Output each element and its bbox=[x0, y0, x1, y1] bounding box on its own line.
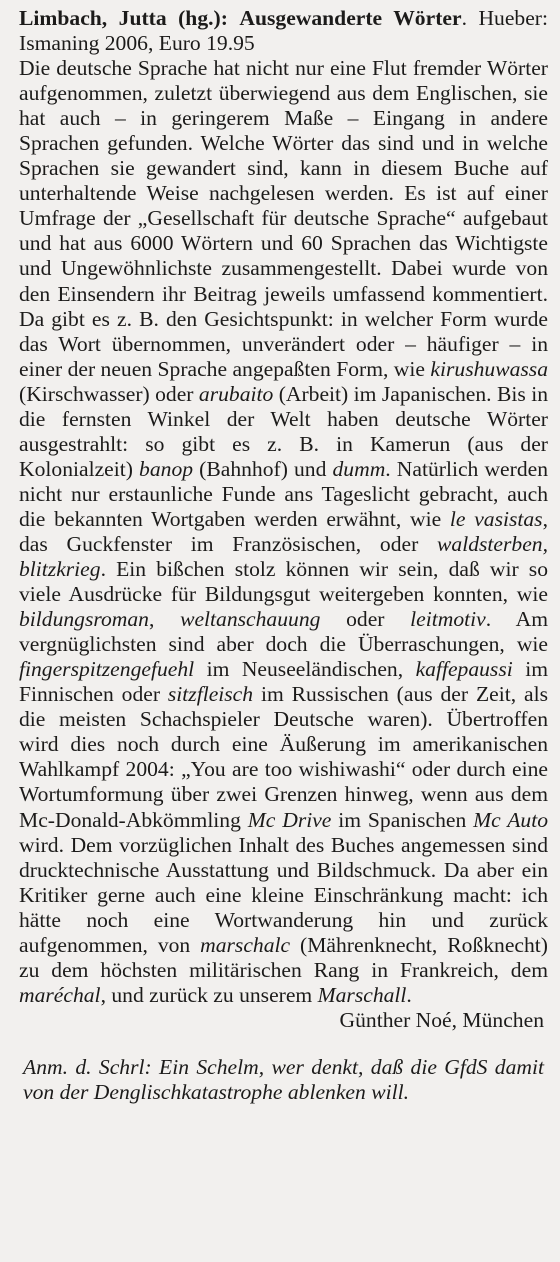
book-editor: Limbach, Jutta (hg.): bbox=[19, 6, 228, 30]
example-word: waldsterben, blitzkrieg bbox=[19, 531, 548, 582]
review-text: , und zurück zu unserem bbox=[100, 982, 318, 1007]
example-word: fingerspitzengefuehl bbox=[19, 657, 195, 682]
review-text: , bbox=[148, 607, 181, 632]
review-text: . Natürlich werden nicht nur erstaunliche Funde ans Tageslicht gebracht, auch die bekannten Wortgaben werden erwähnt, wie bbox=[19, 456, 549, 531]
review-text: wird. Dem vorzüglichen Inhalt des Buches angemessen sind drucktechnische Ausstattung und Bildschmuck. Da aber ein Kritiker gerne auch eine kleine Einschränkung macht: ich hätte noch eine Wortwanderung hin und zurück aufgenommen, von bbox=[19, 832, 548, 957]
example-word: Marschall bbox=[317, 982, 407, 1007]
review-text: . Ein bißchen stolz können wir sein, daß wir so viele Ausdrücke für Bildungsgut weitergeben konnten, wie bbox=[19, 557, 548, 607]
review-text: oder bbox=[320, 607, 411, 632]
example-word: Mc Auto bbox=[473, 807, 548, 832]
example-word: bildungsroman bbox=[19, 607, 149, 632]
example-word: kaffepaussi bbox=[415, 657, 513, 682]
review-text: im Russischen (aus der Zeit, als die meisten Schachspieler Deutsche waren). Übertroffen wird dies noch durch eine Äußerung im amerikanischen Wahlkampf 2004: „You are too wishiwashi“ oder durch eine Wortumformung über zwei Grenzen hinweg, wenn aus dem Mc-Donald-Abkömmling bbox=[19, 682, 548, 832]
example-word: weltanschauung bbox=[180, 607, 321, 632]
review-text: (Bahnhof) und bbox=[193, 456, 333, 481]
example-word: maréchal bbox=[19, 982, 101, 1007]
example-word: banop bbox=[139, 456, 194, 481]
example-word: dumm bbox=[332, 456, 386, 481]
example-word: marschalc bbox=[200, 932, 291, 957]
review-text: (Arbeit) im Japanischen. Bis in die fernsten Winkel der Welt haben deutsche Wörter ausgestrahlt: so gibt es z. B. in Kamerun (aus der Kolonialzeit) bbox=[19, 381, 548, 481]
book-title-period: . bbox=[461, 6, 467, 30]
publication-info: Hueber: Ismaning 2006, Euro 19.95 bbox=[19, 6, 549, 56]
editor-note: Anm. d. Schrl: Ein Schelm, wer denkt, daß die GfdS damit von der Denglischkatastrophe ablenken will. bbox=[23, 1054, 544, 1104]
review-text: . bbox=[406, 982, 412, 1007]
review-text: im Finnischen oder bbox=[19, 657, 548, 707]
review-text: , das Guckfenster im Französischen, oder bbox=[19, 506, 548, 556]
review-signature: Günther Noé, München bbox=[339, 1007, 544, 1032]
example-word: kirushuwassa bbox=[430, 356, 548, 381]
example-word: Mc Drive bbox=[247, 807, 332, 832]
review-text: im Spanischen bbox=[331, 807, 474, 832]
example-word: le vasistas bbox=[449, 506, 543, 531]
review-text: (Mährenknecht, Roßknecht) zu dem höchsten militärischen Rang in Frankreich, dem bbox=[19, 932, 548, 982]
example-word: sitzfleisch bbox=[167, 682, 254, 707]
review-paragraph bbox=[19, 6, 548, 1008]
review-text: (Kirschwasser) oder bbox=[19, 381, 199, 406]
example-word: leitmotiv bbox=[410, 607, 486, 632]
example-word: arubaito bbox=[198, 381, 274, 406]
review-text: Die deutsche Sprache hat nicht nur eine Flut fremder Wörter aufgenommen, zuletzt überwiegend aus dem Englischen, sie hat auch – in geringerem Maße – Eingang in andere Sprachen gefunden. Welche Wörter das sind und in welche Sprachen sie gewandert sind, kann in diesem Buche auf unterhaltende Weise nachgelesen werden. Es ist auf einer Umfrage der „Gesellschaft für deutsche Sprache“ aufgebaut und hat aus 6000 Wörtern und 60 Sprachen das Wichtigste und Ungewöhnlichste zusammengestellt. Dabei wurde von den Einsendern ihr Beitrag jeweils umfassend kommentiert. Da gibt es z. B. den Gesichtspunkt: in welcher Form wurde das Wort übernommen, unverändert oder – häufiger – in einer der neuen Sprache angepaßten Form, wie bbox=[19, 56, 548, 381]
review-text: im Neuseeländischen, bbox=[194, 657, 416, 682]
book-title: Ausgewanderte Wörter bbox=[239, 6, 462, 30]
review-text: . Am vergnüglichsten sind aber doch die Überraschungen, wie bbox=[19, 607, 548, 657]
